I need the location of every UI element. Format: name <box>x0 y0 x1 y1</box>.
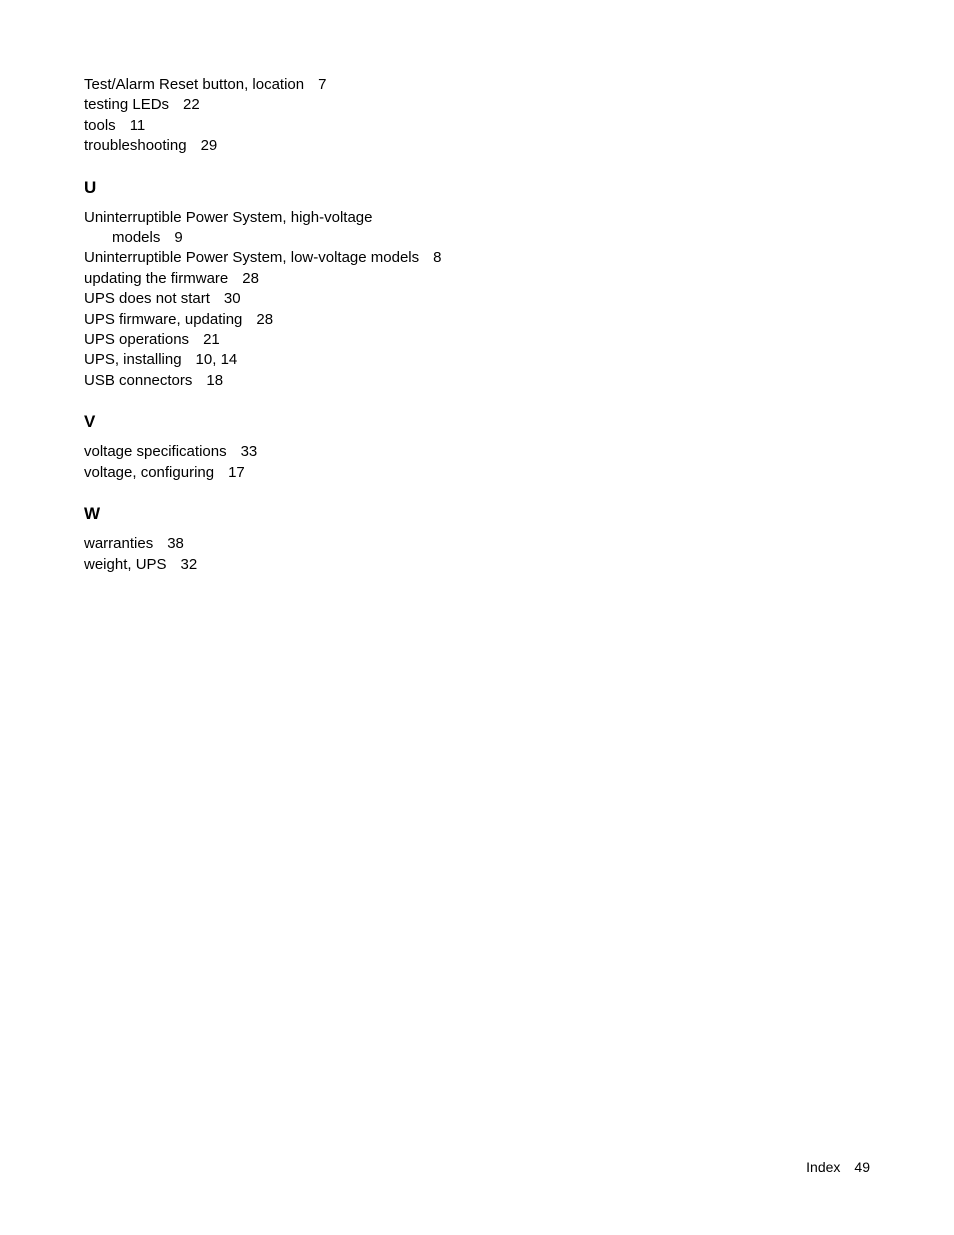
entry-pages: 9 <box>174 229 183 247</box>
entry-pages: 30 <box>223 290 241 308</box>
index-entry <box>84 289 504 309</box>
index-letter-heading: W <box>84 504 101 524</box>
entry-term: voltage specifications <box>84 443 227 461</box>
index-entry <box>84 248 504 268</box>
entry-pages: 10, 14 <box>195 351 238 369</box>
entry-term: Uninterruptible Power System, low-voltage models <box>84 249 420 267</box>
index-entry <box>84 330 504 350</box>
entry-pages: 28 <box>242 269 259 287</box>
index-entry <box>84 350 504 370</box>
entry-pages: 17 <box>228 463 245 481</box>
entry-term: troubleshooting <box>84 137 187 155</box>
footer-page-number: 49 <box>854 1159 870 1175</box>
index-letter-heading: U <box>84 177 97 197</box>
entry-term: voltage, configuring <box>84 463 215 481</box>
entry-pages: 38 <box>167 535 184 553</box>
entry-pages: 32 <box>180 555 198 573</box>
entry-term: UPS does not start <box>84 290 210 308</box>
entry-term: weight, UPS <box>84 555 167 573</box>
index-group-t <box>84 75 504 157</box>
entry-term: Uninterruptible Power System, high-voltage <box>84 208 373 226</box>
entry-pages: 8 <box>433 249 442 267</box>
entry-pages: 21 <box>203 331 220 349</box>
entry-term: warranties <box>84 535 154 553</box>
entry-pages: 11 <box>129 116 146 134</box>
index-letter-heading: V <box>84 412 96 432</box>
entry-term: updating the firmware <box>84 269 229 287</box>
index-entry <box>84 442 504 462</box>
entry-pages: 7 <box>318 76 327 93</box>
index-entry <box>84 95 504 115</box>
index-entry <box>84 208 504 249</box>
entry-term: Test/Alarm Reset button, location <box>84 76 305 93</box>
entry-pages: 18 <box>206 371 224 389</box>
index-entry <box>84 136 504 156</box>
entry-continuation-text: models <box>112 229 161 247</box>
entry-pages: 33 <box>240 443 258 461</box>
index-column <box>84 75 504 575</box>
entry-term: tools <box>84 116 116 134</box>
entry-continuation <box>84 228 504 248</box>
index-entry <box>84 75 504 95</box>
index-entry <box>84 310 504 330</box>
page-footer <box>806 1158 870 1176</box>
entry-term: USB connectors <box>84 371 193 389</box>
entry-pages: 28 <box>256 310 274 328</box>
entry-term: UPS firmware, updating <box>84 310 243 328</box>
index-entry <box>84 269 504 289</box>
index-entry <box>84 116 504 136</box>
footer-section-label: Index <box>806 1159 841 1175</box>
index-entry <box>84 534 504 554</box>
index-entry <box>84 463 504 483</box>
entry-pages: 29 <box>200 137 218 155</box>
entry-pages: 22 <box>183 96 200 114</box>
entry-term: UPS, installing <box>84 351 182 369</box>
entry-term: testing LEDs <box>84 96 170 114</box>
entry-term: UPS operations <box>84 331 190 349</box>
index-entry <box>84 371 504 391</box>
index-group-v <box>84 411 504 483</box>
index-group-w <box>84 503 504 575</box>
index-group-u <box>84 177 504 392</box>
index-entry <box>84 555 504 575</box>
